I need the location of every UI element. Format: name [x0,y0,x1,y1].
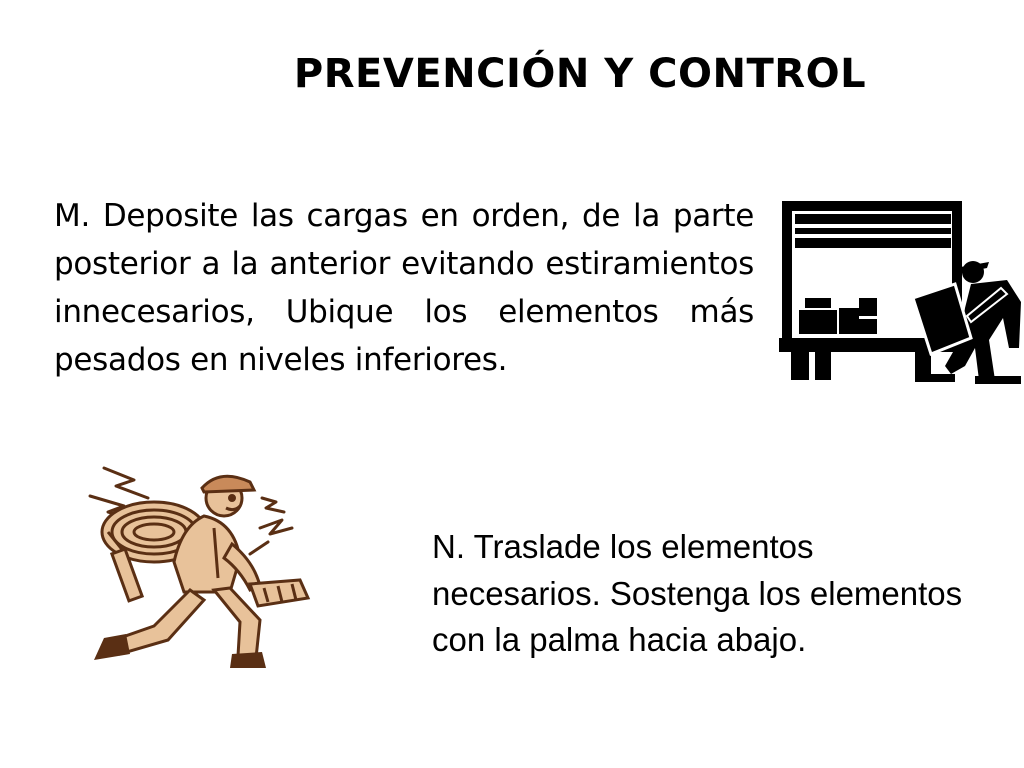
door-slat [795,214,951,224]
strain-lines [262,498,284,512]
door-slat [795,238,951,248]
cargo-box-gap [859,316,877,319]
worker-foot [975,376,1021,384]
cargo-box [805,298,831,308]
strain-lines [104,468,148,498]
paragraph-n: N. Traslade los elementos necesarios. Sostenga los elementos con la palma hacia abajo. [432,528,963,658]
worker-foot [915,374,955,382]
cargo-box [839,308,859,334]
paragraph-m: M. Deposite las cargas en orden, de la parte posterior a la anterior evitando estiramientos innecesarios, Ubique los elementos más pesados en niveles inferiores. [54,198,754,378]
strain-lines [250,542,268,554]
worker-carrying-icon [64,462,320,676]
cargo-box [799,310,837,334]
bricks [250,580,308,606]
door-slat [795,228,951,234]
strain-lines [260,520,292,534]
truck-leg [791,348,809,380]
truck-leg [815,348,831,380]
truck-loading-icon [775,198,1024,386]
worker-head [202,476,254,516]
slide-title: PREVENCIÓN Y CONTROL [293,51,867,97]
